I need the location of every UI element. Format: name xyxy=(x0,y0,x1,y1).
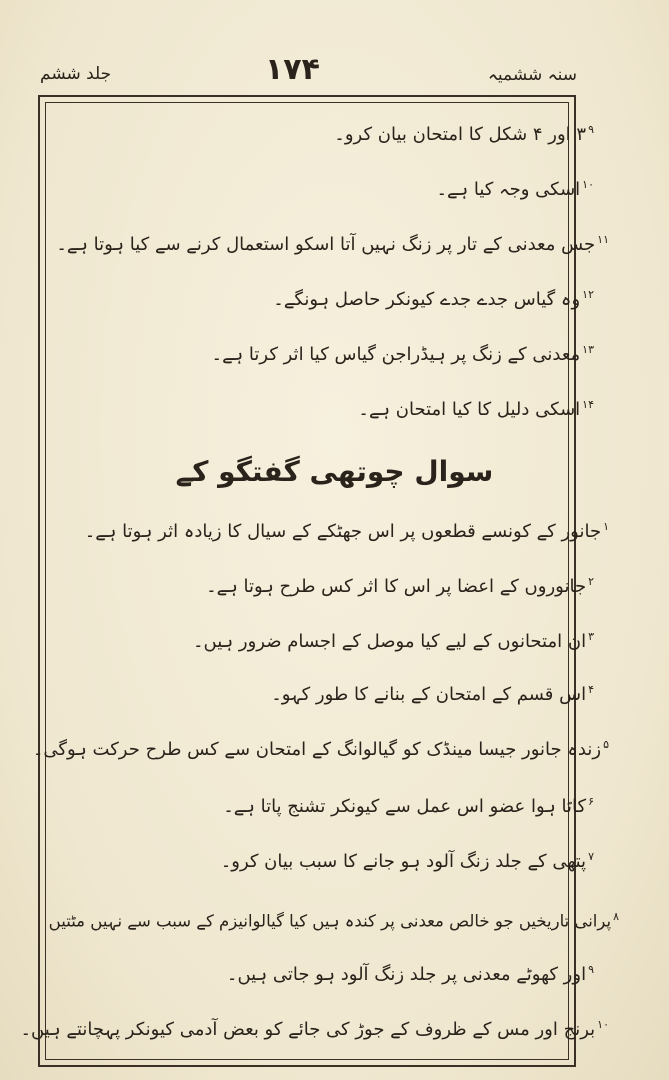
question-line xyxy=(358,393,594,422)
question-line xyxy=(273,283,594,312)
question-line xyxy=(271,678,594,707)
question-number: ۱۰ xyxy=(597,1018,609,1031)
question-number: ۷ xyxy=(588,850,594,863)
question-text: اور کھوٹے معدنی پر جلد زنگ آلود ہو جاتی ہیں۔ xyxy=(226,964,587,985)
question-number: ۴ xyxy=(588,683,594,696)
question-number: ۳ xyxy=(588,630,594,643)
question-line xyxy=(20,1013,609,1042)
question-number: ۶ xyxy=(588,795,594,808)
question-line xyxy=(33,733,609,762)
question-text: پتھی کے جلد زنگ آلود ہو جانے کا سبب بیان کرو۔ xyxy=(220,851,587,872)
question-text: جس معدنی کے تار پر زنگ نہیں آتا اسکو استعمال کرنے سے کیا ہوتا ہے۔ xyxy=(56,234,596,255)
section-heading: سوال چوتھی گفتگو کے xyxy=(175,455,494,488)
question-text: وہ گیاس جدے جدے کیونکر حاصل ہونگے۔ xyxy=(273,289,581,310)
question-text: زندہ جانور جیسا مینڈک کو گیالوانگ کے امتحان سے کس طرح حرکت ہوگی۔ xyxy=(32,739,602,760)
question-number: ۸ xyxy=(613,910,619,923)
question-number: ۱ xyxy=(603,520,609,533)
question-line xyxy=(223,790,594,819)
question-line xyxy=(334,118,594,147)
question-line xyxy=(221,845,594,874)
question-number: ۱۰ xyxy=(582,178,594,191)
question-line xyxy=(227,958,594,987)
question-text: ان امتحانوں کے لیے کیا موصل کے اجسام ضرور ہیں۔ xyxy=(192,631,587,652)
page-number: ۱۷۴ xyxy=(265,52,320,87)
question-text: کاٹا ہوا عضو اس عمل سے کیونکر تشنج پاتا ہے۔ xyxy=(223,796,587,817)
question-line xyxy=(56,228,609,257)
question-text: اس قسم کے امتحان کے بنانے کا طور کہو۔ xyxy=(271,684,587,705)
question-text: اسکی دلیل کا کیا امتحان ہے۔ xyxy=(358,399,581,420)
volume-label: جلد ششم xyxy=(40,64,112,84)
question-number: ۱۴ xyxy=(582,398,594,411)
question-line xyxy=(436,173,594,202)
question-line xyxy=(49,905,619,934)
question-text: جانور کے کونسے قطعوں پر اس جھٹکے کے سیال کا زیادہ اثر ہوتا ہے۔ xyxy=(84,521,602,542)
question-number: ۵ xyxy=(603,738,609,751)
running-title: سنہ ششمیہ xyxy=(487,65,577,85)
question-number: ۱۲ xyxy=(582,288,594,301)
question-number: ۹ xyxy=(588,123,594,136)
question-text: پرانی تاریخیں جو خالص معدنی پر کندہ ہیں کیا گیالوانیزم کے سبب سے نہیں مٹتیں xyxy=(48,911,612,931)
question-line xyxy=(212,338,594,367)
question-line xyxy=(193,625,594,654)
question-number: ۱۳ xyxy=(582,343,594,356)
question-text: ۳ اور ۴ شکل کا امتحان بیان کرو۔ xyxy=(334,124,587,145)
question-text: جانوروں کے اعضا پر اس کا اثر کس طرح ہوتا ہے۔ xyxy=(206,576,587,597)
question-line xyxy=(85,515,609,544)
question-text: اسکی وجہ کیا ہے۔ xyxy=(436,179,581,200)
question-number: ۹ xyxy=(588,963,594,976)
question-text: معدنی کے زنگ پر ہیڈراجن گیاس کیا اثر کرتا ہے۔ xyxy=(211,344,581,365)
question-number: ۱۱ xyxy=(597,233,609,246)
question-number: ۲ xyxy=(588,575,594,588)
question-text: برنج اور مس کے ظروف کے جوڑ کی جائے کو بعض آدمی کیونکر پہچانتے ہیں۔ xyxy=(20,1019,596,1040)
question-line xyxy=(206,570,594,599)
